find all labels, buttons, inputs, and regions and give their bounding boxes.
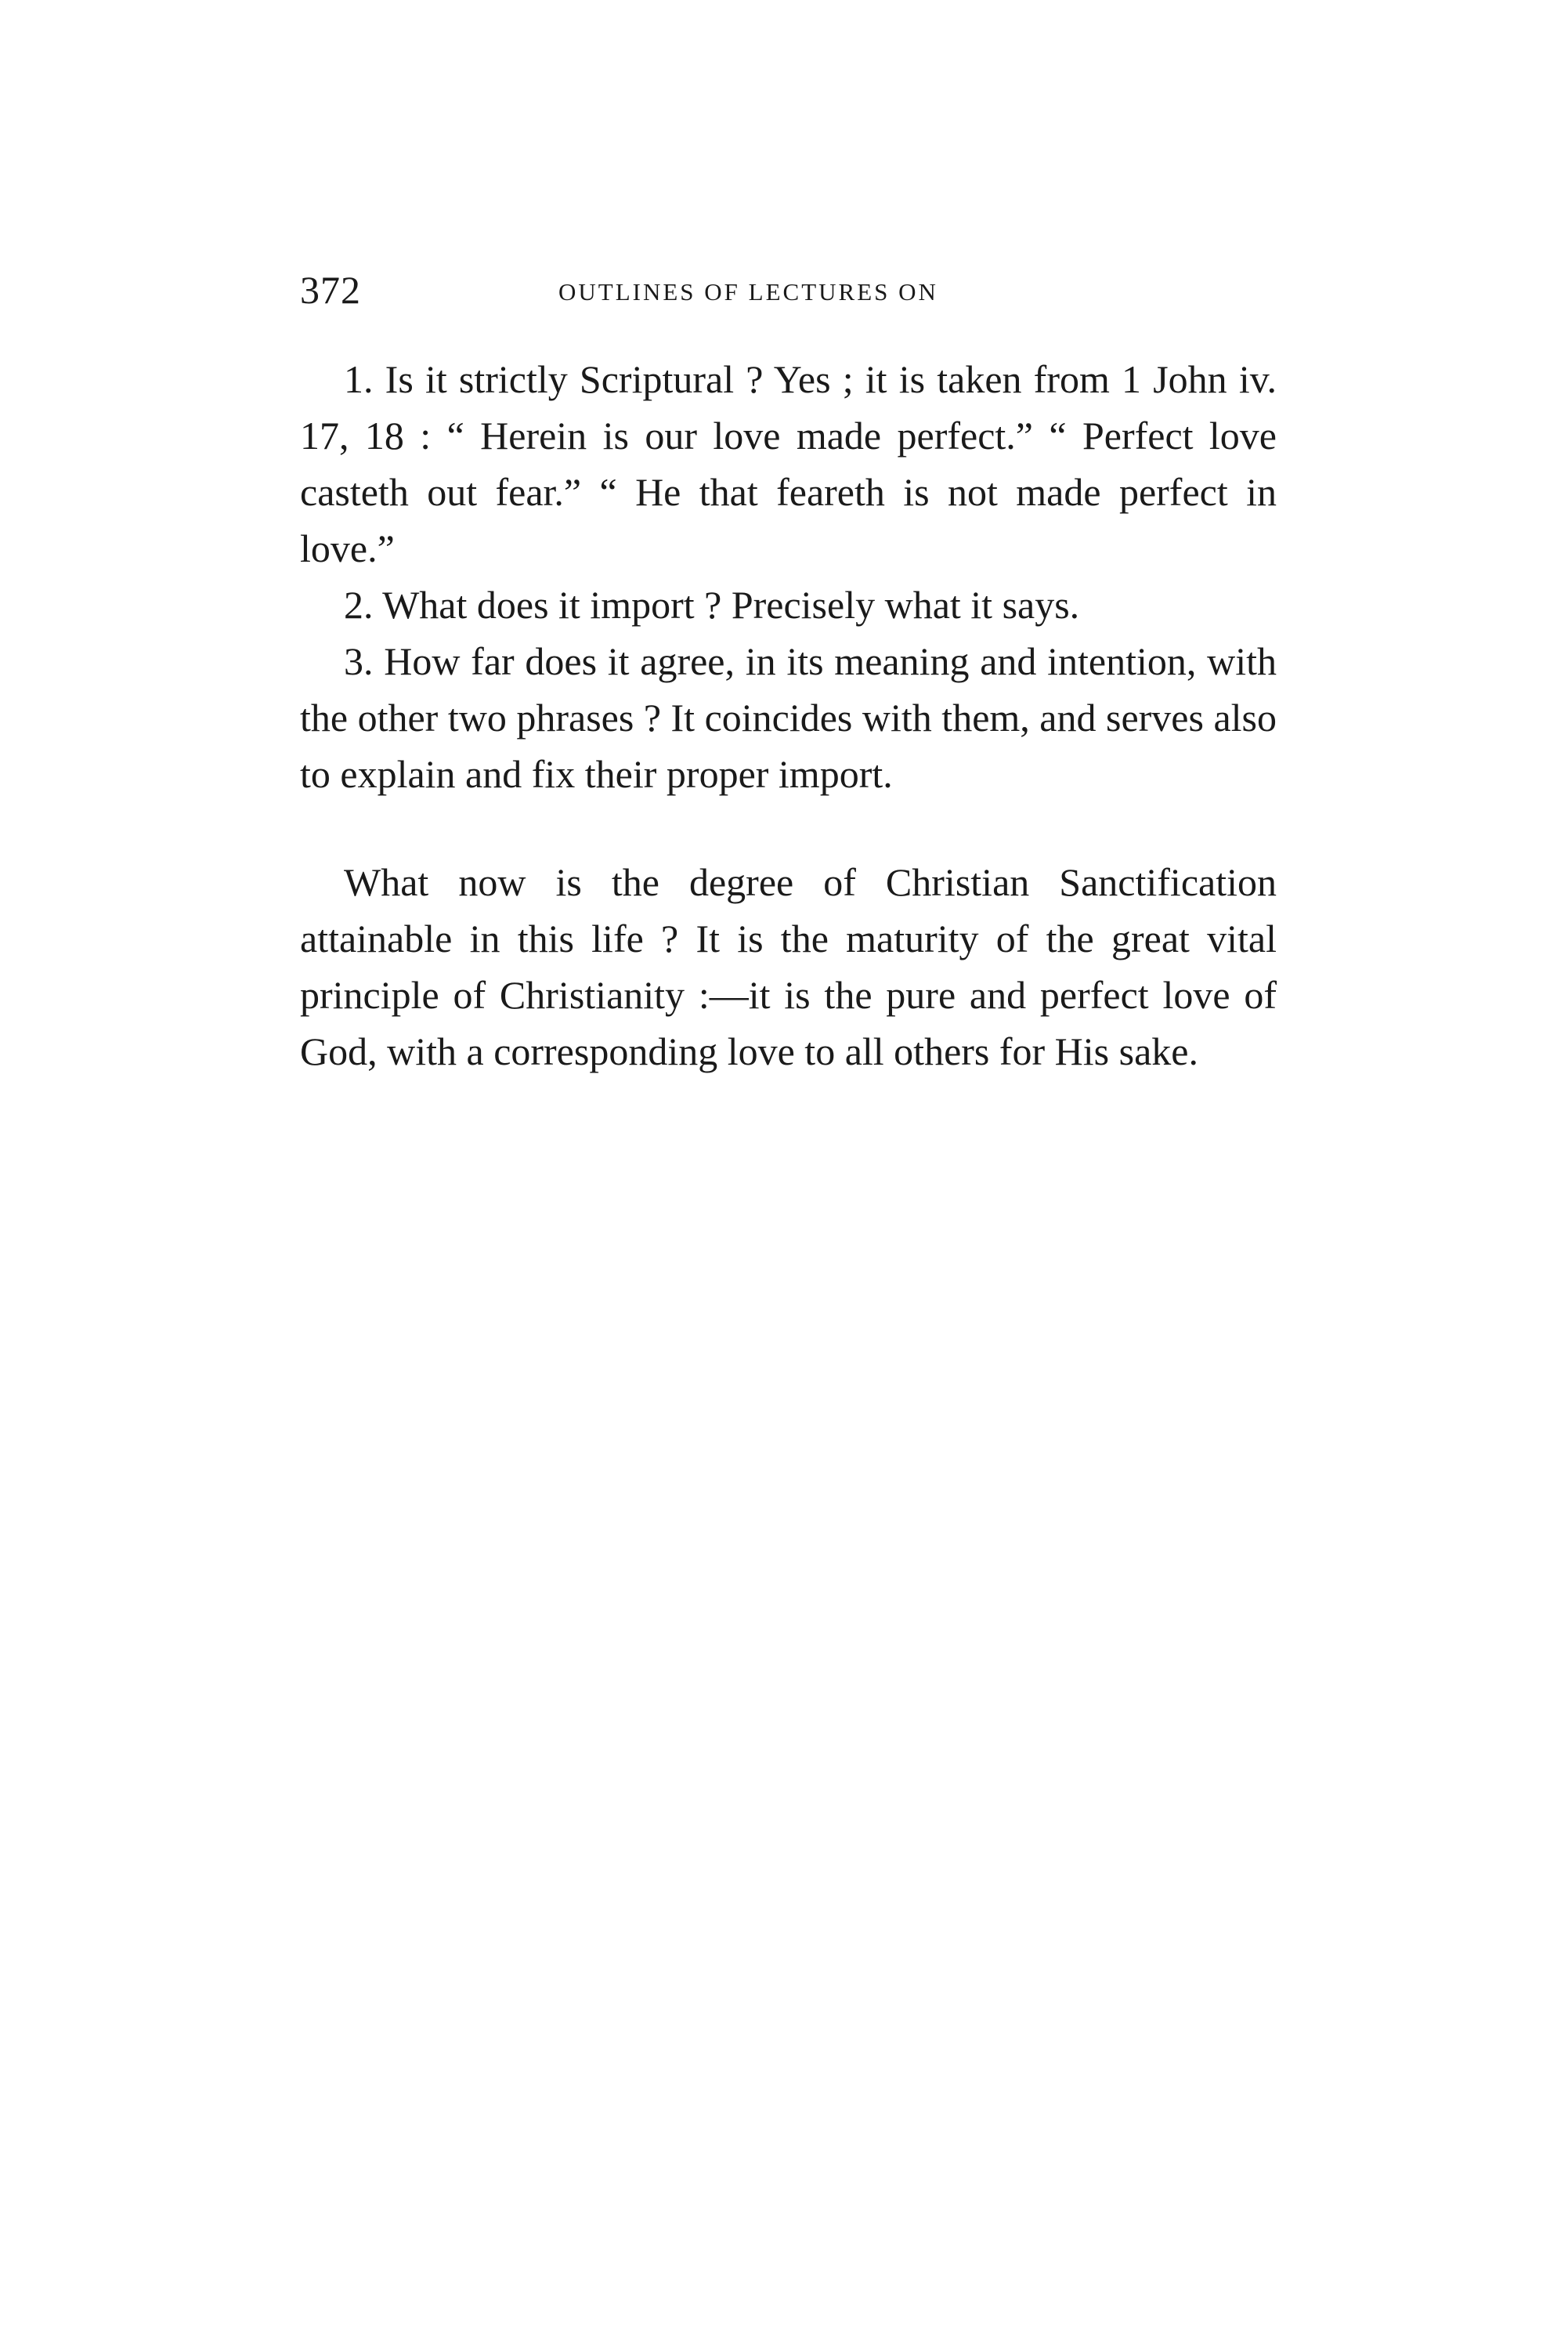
running-title: OUTLINES OF LECTURES ON	[558, 278, 938, 306]
closing-paragraph: What now is the degree of Christian Sanctification attainable in this life ? It is the maturity of the great vital principle of Christianity :—it is the pure and perfect love of God, with a corresponding love to all others for His sake.	[300, 860, 1277, 1073]
body-text	[300, 351, 1277, 1080]
running-head	[300, 266, 1279, 321]
page-number: 372	[300, 268, 361, 312]
numbered-paragraph-2: 2. What does it import ? Precisely what it says.	[344, 583, 1080, 627]
numbered-paragraph-1: 1. Is it strictly Scriptural ? Yes ; it is taken from 1 John iv. 17, 18 : “ Herein is our love made perfect.” “ Perfect love casteth out fear.” “ He that feareth is not made perfect in love.”	[300, 357, 1277, 570]
numbered-paragraph-3: 3. How far does it agree, in its meaning and intention, with the other two phrases ? It coincides with them, and serves also to explain and fix their proper import.	[300, 639, 1277, 796]
